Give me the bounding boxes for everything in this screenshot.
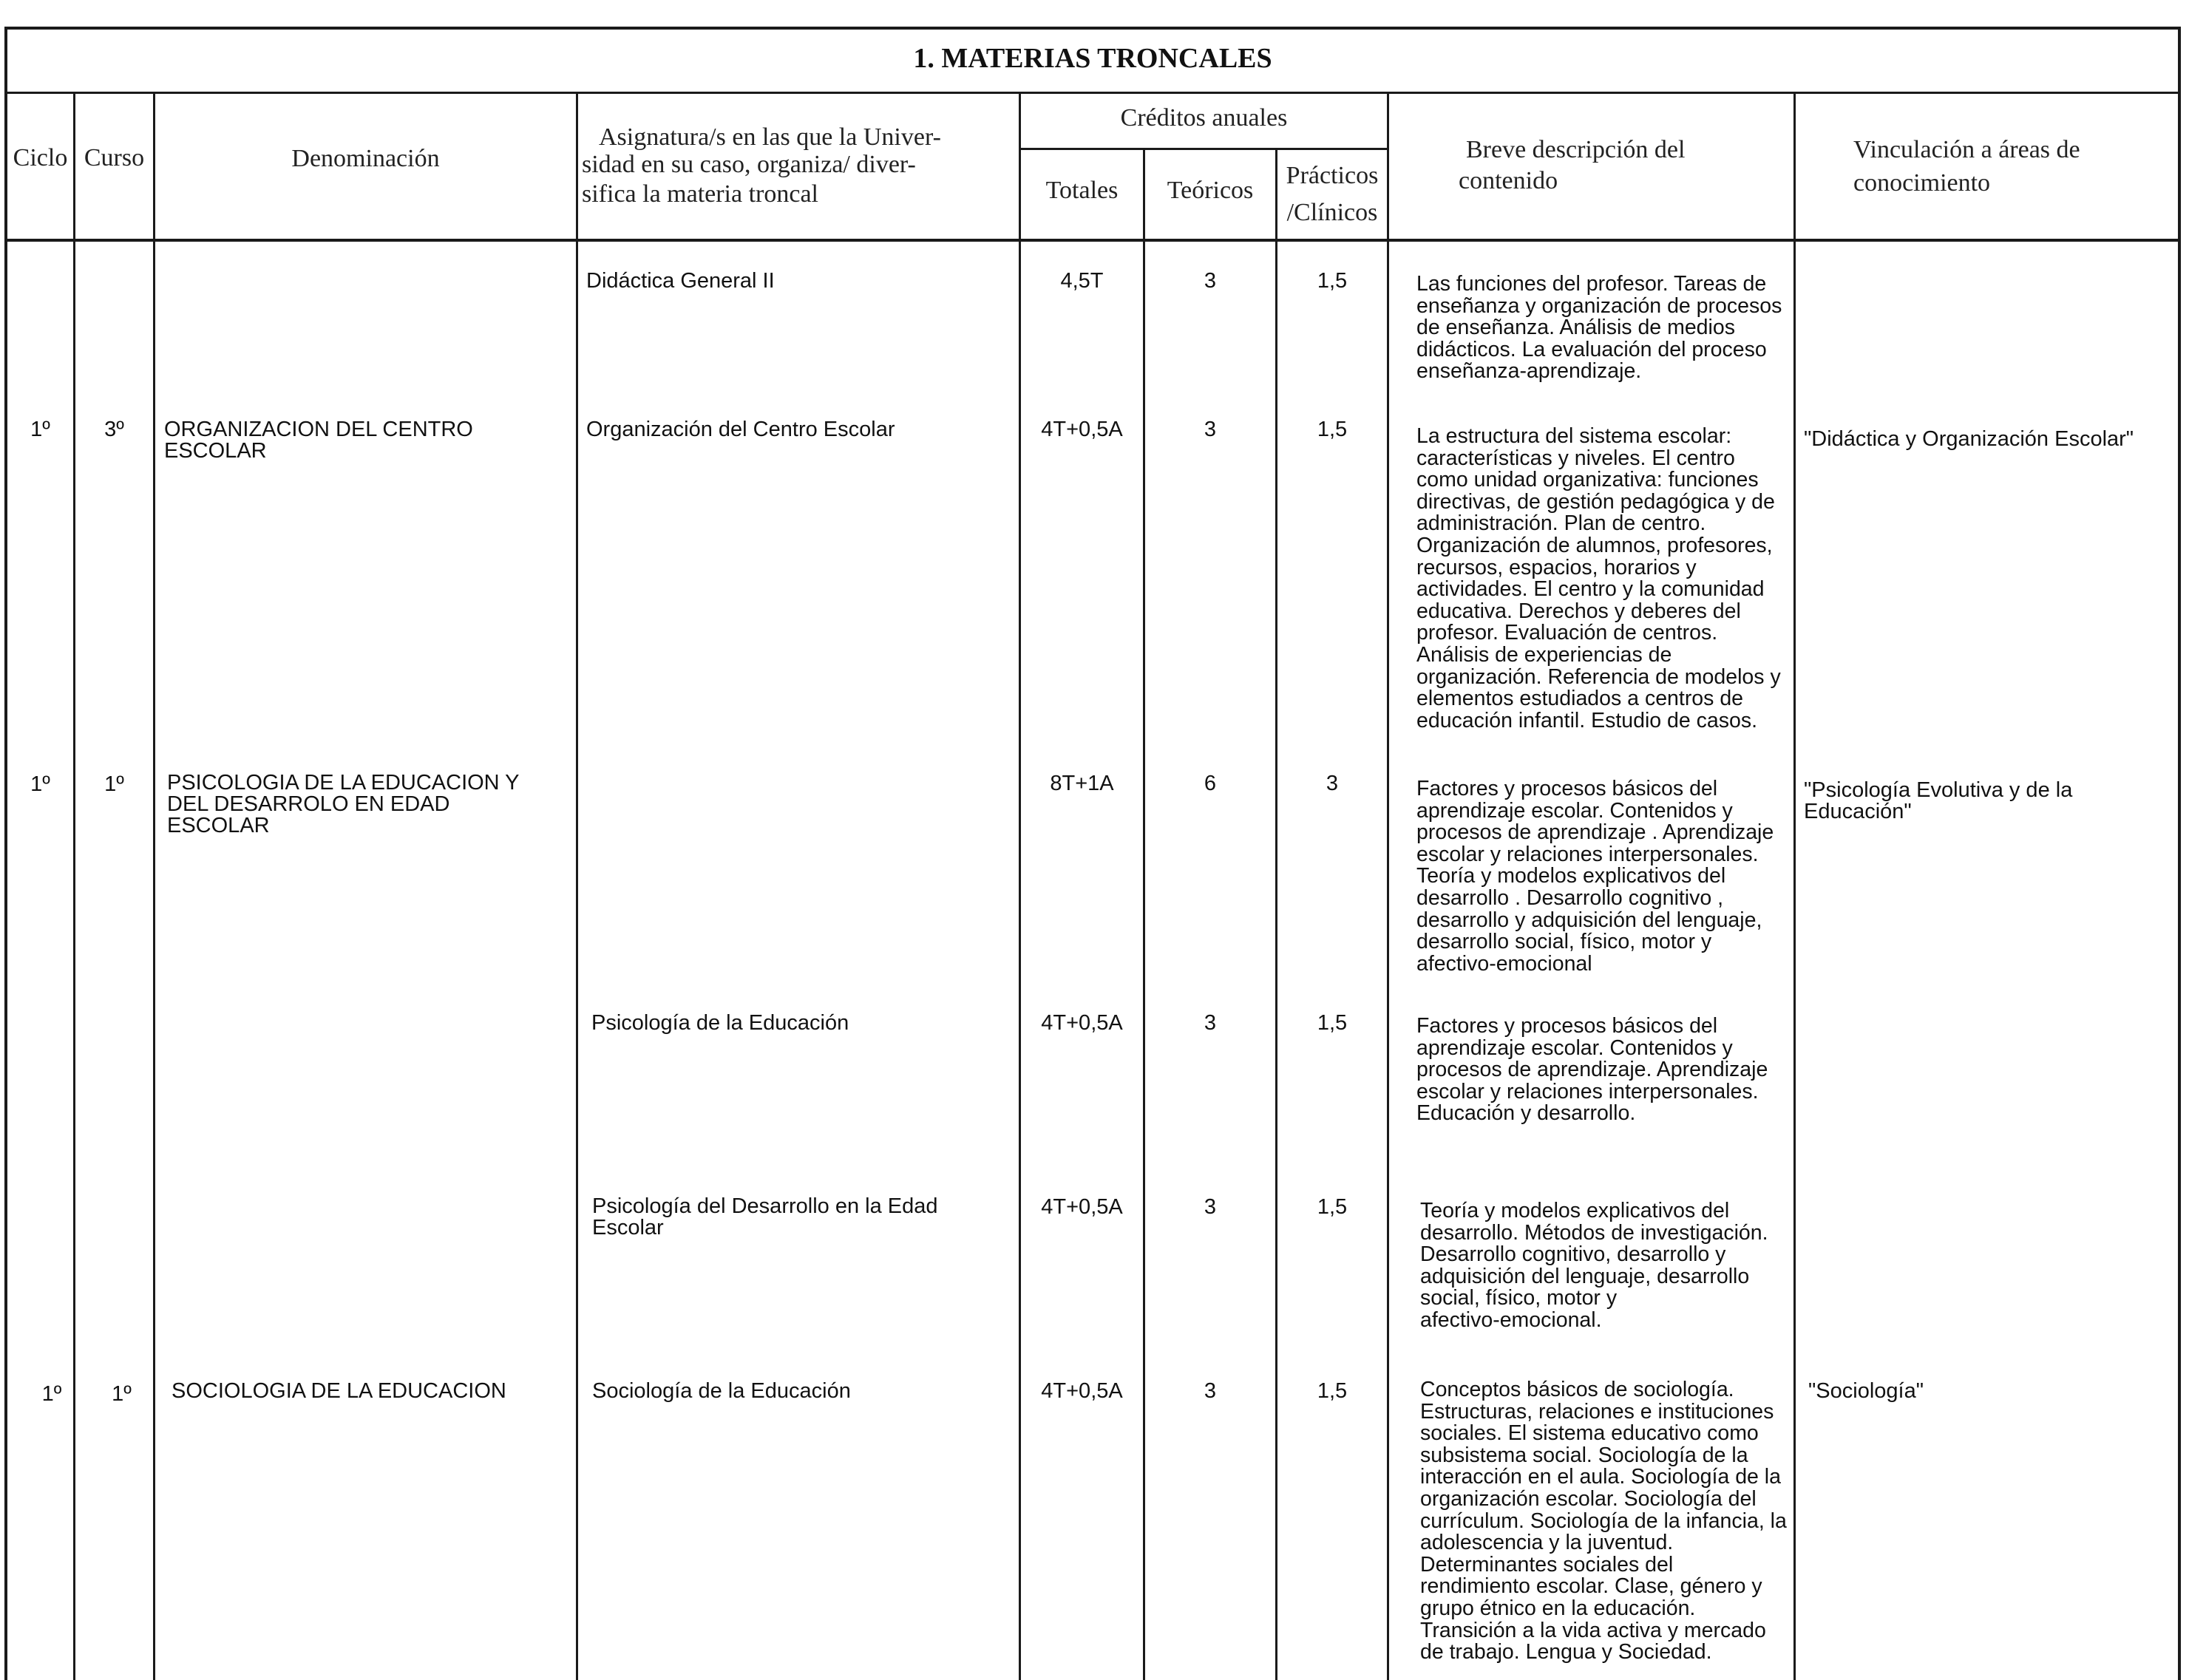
row-5-teoricos: 3 — [1204, 1195, 1217, 1219]
header-curso: Curso — [84, 144, 145, 171]
row-6-curso: 1º — [112, 1382, 132, 1406]
row-1-asignatura: Didáctica General II — [586, 269, 775, 293]
row-3-descripcion — [1416, 778, 1808, 975]
desc-line: Factores y procesos básicos del — [1416, 1014, 1718, 1038]
header-asignatura-line1: Asignatura/s en las que la Univer- — [599, 123, 941, 151]
row-1-teoricos: 3 — [1204, 269, 1217, 293]
row-2-descripcion — [1416, 426, 1808, 732]
header-vinculacion-line2: conocimiento — [1853, 169, 1991, 197]
row-6-asignatura: Sociología de la Educación — [592, 1379, 851, 1403]
desc-line: procesos de aprendizaje . Aprendizaje — [1416, 820, 1774, 845]
row-2-asignatura: Organización del Centro Escolar — [586, 418, 895, 441]
col-divider-totales — [1143, 148, 1145, 1680]
header-denominacion: Denominación — [291, 145, 440, 172]
table-border-left — [4, 27, 7, 1680]
desc-line: administración. Plan de centro. — [1416, 511, 1706, 536]
row-3-ciclo: 1º — [30, 772, 50, 796]
row-3-denominacion-line1: PSICOLOGIA DE LA EDUCACION Y — [167, 771, 520, 795]
desc-line: desarrollo y adquisición del lenguaje, — [1416, 908, 1762, 932]
header-creditos: Créditos anuales — [1120, 104, 1288, 132]
row-2-vinculacion: "Didáctica y Organización Escolar" — [1804, 427, 2134, 451]
header-descripcion-line2: contenido — [1459, 167, 1558, 194]
row-3-teoricos: 6 — [1204, 772, 1217, 795]
desc-line: elementos estudiados a centros de — [1416, 687, 1744, 711]
desc-line: afectivo-emocional — [1416, 951, 1592, 976]
row-2-denominacion-line1: ORGANIZACION DEL CENTRO — [164, 418, 473, 441]
row-3-denominacion-line3: ESCOLAR — [167, 814, 270, 837]
desc-line: social, físico, motor y — [1420, 1286, 1618, 1310]
row-3-denominacion-line2: DEL DESARROLO EN EDAD — [167, 792, 450, 816]
row-3-practicos: 3 — [1326, 772, 1339, 795]
desc-line: afectivo-emocional. — [1420, 1307, 1602, 1332]
header-vinculacion-line1: Vinculación a áreas de — [1853, 136, 2080, 163]
desc-line: Conceptos básicos de sociología. — [1420, 1378, 1734, 1401]
header-totales: Totales — [1045, 177, 1119, 204]
desc-line: Teoría y modelos explicativos del — [1420, 1199, 1730, 1222]
credits-subheader-divider — [1019, 148, 1387, 150]
desc-line: Las funciones del profesor. Tareas de — [1416, 272, 1767, 296]
row-6-descripcion — [1420, 1379, 1812, 1664]
desc-line: desarrollo . Desarrollo cognitivo , — [1416, 885, 1724, 910]
col-divider-curso — [153, 92, 155, 1680]
row-6-totales: 4T+0,5A — [1041, 1379, 1123, 1403]
col-divider-practicos — [1387, 92, 1389, 1680]
desc-line: directivas, de gestión pedagógica y de — [1416, 489, 1775, 514]
desc-line: aprendizaje escolar. Contenidos y — [1416, 798, 1733, 823]
desc-line: La estructura del sistema escolar: — [1416, 424, 1732, 448]
row-3-vinculacion-line1: "Psicología Evolutiva y de la — [1804, 778, 2073, 802]
row-2-curso: 3º — [104, 418, 124, 441]
col-divider-ciclo — [73, 92, 75, 1680]
desc-line: educación infantil. Estudio de casos. — [1416, 708, 1758, 732]
row-4-descripcion — [1416, 1016, 1808, 1125]
desc-line: Teoría y modelos explicativos del — [1416, 864, 1726, 888]
row-4-totales: 4T+0,5A — [1041, 1011, 1123, 1035]
row-3-curso: 1º — [104, 772, 124, 796]
col-divider-asignatura — [1019, 92, 1021, 1680]
desc-line: grupo étnico en la educación. — [1420, 1596, 1696, 1620]
desc-line: adolescencia y la juventud. — [1420, 1531, 1674, 1555]
row-4-asignatura: Psicología de la Educación — [591, 1011, 849, 1035]
desc-line: Análisis de experiencias de — [1416, 642, 1672, 667]
row-4-practicos: 1,5 — [1317, 1011, 1348, 1035]
row-2-denominacion-line2: ESCOLAR — [164, 439, 267, 463]
desc-line: Transición a la vida activa y mercado — [1420, 1618, 1766, 1642]
desc-line: escolar y relaciones interpersonales. — [1416, 1079, 1759, 1103]
desc-line: Determinantes sociales del — [1420, 1552, 1674, 1577]
desc-line: escolar y relaciones interpersonales. — [1416, 842, 1759, 866]
desc-line: didácticos. La evaluación del proceso — [1416, 337, 1767, 361]
desc-line: adquisición del lenguaje, desarrollo — [1420, 1264, 1750, 1288]
col-divider-denominacion — [576, 92, 578, 1680]
desc-line: actividades. El centro y la comunidad — [1416, 577, 1765, 602]
table-title: 1. MATERIAS TRONCALES — [913, 43, 1272, 74]
desc-line: rendimiento escolar. Clase, género y — [1420, 1574, 1762, 1599]
desc-line: recursos, espacios, horarios y — [1416, 555, 1697, 579]
row-2-totales: 4T+0,5A — [1041, 418, 1123, 441]
desc-line: sociales. El sistema educativo como — [1420, 1421, 1759, 1446]
desc-line: de trabajo. Lengua y Sociedad. — [1420, 1640, 1712, 1664]
header-ciclo: Ciclo — [13, 144, 68, 171]
row-1-totales: 4,5T — [1060, 269, 1104, 293]
desc-line: Organización de alumnos, profesores, — [1416, 533, 1773, 557]
desc-line: enseñanza y organización de procesos — [1416, 293, 1782, 318]
desc-line: desarrollo social, físico, motor y — [1416, 930, 1712, 954]
row-6-practicos: 1,5 — [1317, 1379, 1348, 1403]
desc-line: organización escolar. Sociología del — [1420, 1486, 1757, 1511]
desc-line: procesos de aprendizaje. Aprendizaje — [1416, 1058, 1768, 1082]
title-divider — [4, 92, 2181, 94]
desc-line: Estructuras, relaciones e instituciones — [1420, 1399, 1774, 1424]
header-teoricos: Teóricos — [1167, 177, 1254, 204]
header-practicos-line2: /Clínicos — [1286, 199, 1378, 226]
row-3-vinculacion-line2: Educación" — [1804, 800, 1912, 823]
header-descripcion-line1: Breve descripción del — [1466, 136, 1686, 163]
desc-line: subsistema social. Sociología de la — [1420, 1443, 1748, 1467]
desc-line: desarrollo. Métodos de investigación. — [1420, 1220, 1768, 1245]
header-bottom-divider — [4, 239, 2181, 242]
desc-line: enseñanza-aprendizaje. — [1416, 359, 1642, 384]
row-1-practicos: 1,5 — [1317, 269, 1348, 293]
desc-line: currículum. Sociología de la infancia, la — [1420, 1509, 1787, 1533]
header-asignatura-line2: sidad en su caso, organiza/ diver- — [582, 151, 916, 178]
col-divider-teoricos — [1275, 148, 1277, 1680]
row-5-practicos: 1,5 — [1317, 1195, 1348, 1219]
table-border-top — [4, 27, 2181, 30]
row-6-denominacion: SOCIOLOGIA DE LA EDUCACION — [172, 1379, 506, 1403]
row-4-teoricos: 3 — [1204, 1011, 1217, 1035]
header-asignatura-line3: sifica la materia troncal — [582, 180, 818, 208]
row-2-teoricos: 3 — [1204, 418, 1217, 441]
desc-line: Factores y procesos básicos del — [1416, 777, 1718, 800]
row-6-ciclo: 1º — [41, 1382, 62, 1406]
desc-line: interacción en el aula. Sociología de la — [1420, 1465, 1781, 1489]
row-6-vinculacion: "Sociología" — [1808, 1379, 1924, 1403]
desc-line: Educación y desarrollo. — [1416, 1101, 1636, 1126]
row-3-totales: 8T+1A — [1050, 772, 1114, 795]
desc-line: características y niveles. El centro — [1416, 446, 1735, 470]
row-2-ciclo: 1º — [30, 418, 50, 441]
desc-line: educativa. Derechos y deberes del — [1416, 599, 1741, 623]
desc-line: profesor. Evaluación de centros. — [1416, 621, 1718, 645]
desc-line: organización. Referencia de modelos y — [1416, 664, 1781, 689]
row-5-descripcion — [1420, 1200, 1812, 1332]
header-practicos-line1: Prácticos — [1286, 162, 1379, 189]
table-border-right — [2178, 27, 2181, 1680]
row-5-asignatura-line1: Psicología del Desarrollo en la Edad — [592, 1194, 938, 1218]
row-2-practicos: 1,5 — [1317, 418, 1348, 441]
desc-line: de enseñanza. Análisis de medios — [1416, 316, 1735, 340]
row-5-asignatura-line2: Escolar — [592, 1216, 664, 1239]
desc-line: aprendizaje escolar. Contenidos y — [1416, 1035, 1733, 1060]
desc-line: Desarrollo cognitivo, desarrollo y — [1420, 1242, 1726, 1267]
row-1-descripcion — [1416, 273, 1808, 383]
row-5-totales: 4T+0,5A — [1041, 1195, 1123, 1219]
row-6-teoricos: 3 — [1204, 1379, 1217, 1403]
desc-line: como unidad organizativa: funciones — [1416, 468, 1759, 492]
